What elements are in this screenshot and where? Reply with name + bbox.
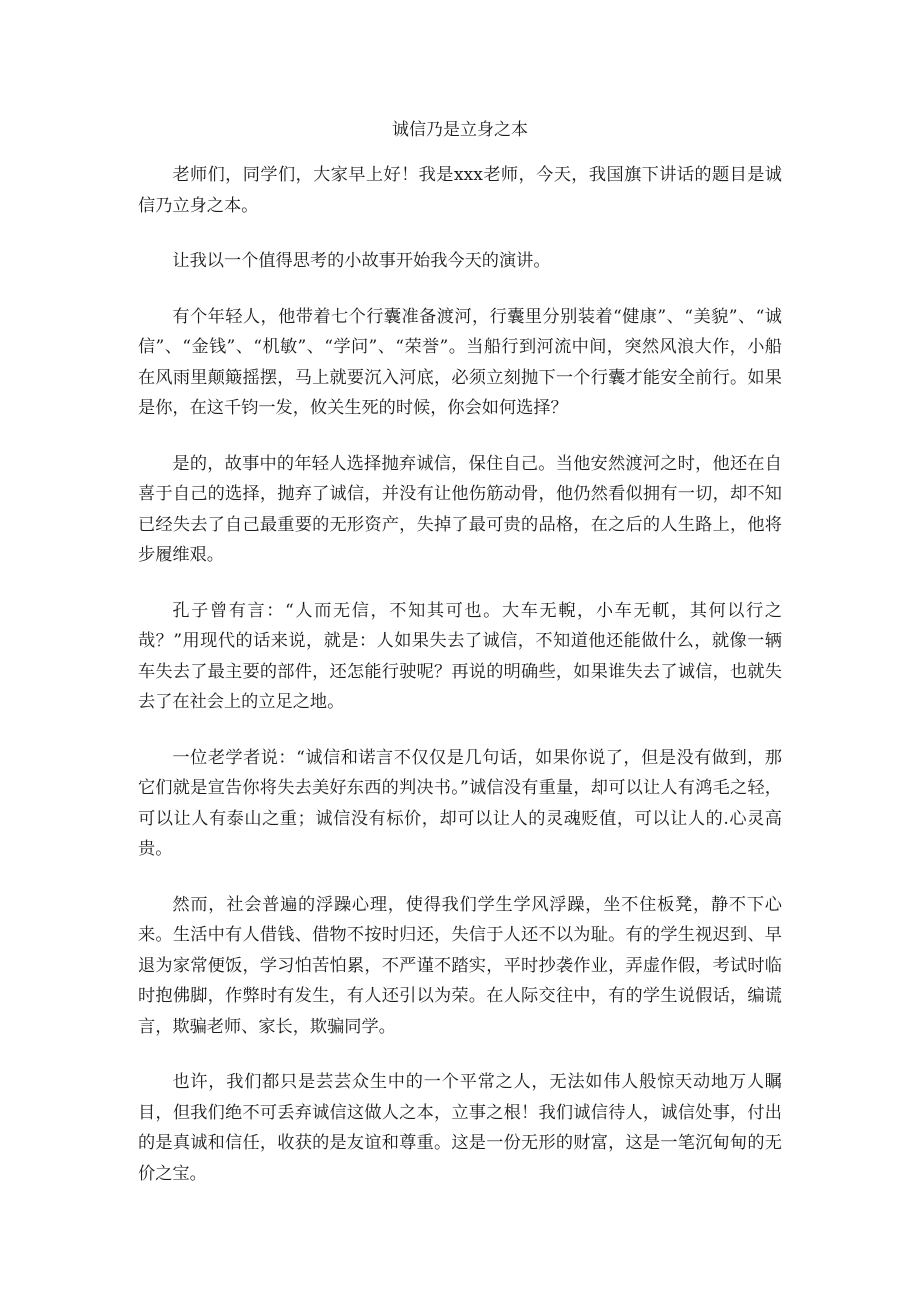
paragraph-social-issues: 然而，社会普遍的浮躁心理，使得我们学生学风浮躁，坐不住板凳，静不下心来。生活中有人借钱、借物不按时归还，失信于人还不以为耻。有的学生视迟到、早退为家常便饭，学习怕苦怕累，不严谨不踏实，平时抄袭作业，弄虚作假，考试时临时抱佛脚，作弊时有发生，有人还引以为荣。在人际交往中，有的学生说假话，编谎言，欺骗老师、家长，欺骗同学。 bbox=[138, 894, 782, 1037]
paragraph-conclusion: 也许，我们都只是芸芸众生中的一个平常之人，无法如伟人般惊天动地万人瞩目，但我们绝不可丢弃诚信这做人之本，立事之根！我们诚信待人，诚信处事，付出的是真诚和信任，收获的是友谊和尊重。这是一份无形的财富，这是一笔沉甸甸的无价之宝。 bbox=[138, 1072, 782, 1184]
paragraph-intro: 让我以一个值得思考的小故事开始我今天的演讲。 bbox=[172, 251, 551, 271]
paragraph-scholar-quote: 一位老学者说：“诚信和诺言不仅仅是几句话，如果你说了，但是没有做到，那它们就是宣告你将失去美好东西的判决书。”诚信没有重量，却可以让人有鸿毛之轻，可以让人有泰山之重；诚信没有标价，却可以让人的灵魂贬值，可以让人的.心灵高贵。 bbox=[138, 747, 782, 859]
document-title: 诚信乃是立身之本 bbox=[392, 120, 528, 140]
paragraph-greeting: 老师们，同学们，大家早上好！我是xxx老师，今天，我国旗下讲话的题目是诚信乃立身之本。 bbox=[138, 165, 782, 216]
paragraph-story-outcome: 是的，故事中的年轻人选择抛弃诚信，保住自己。当他安然渡河之时，他还在自喜于自己的选择，抛弃了诚信，并没有让他伤筋动骨，他仍然看似拥有一切，却不知已经失去了自己最重要的无形资产，失掉了最可贵的品格，在之后的人生路上，他将步履维艰。 bbox=[138, 453, 782, 565]
document-body bbox=[138, 160, 782, 1214]
paragraph-story: 有个年轻人，他带着七个行囊准备渡河，行囊里分别装着“健康”、“美貌”、“诚信”、“金钱”、“机敏”、“学问”、“荣誉”。当船行到河流中间，突然风浪大作，小船在风雨里颠簸摇摆，马上就要沉入河底，必须立刻抛下一个行囊才能安全前行。如果是你，在这千钧一发，攸关生死的时候，你会如何选择？ bbox=[138, 306, 782, 418]
paragraph-confucius-quote: 孔子曾有言：“人而无信，不知其可也。大车无輗，小车无軏，其何以行之哉？”用现代的话来说，就是：人如果失去了诚信，不知道他还能做什么，就像一辆车失去了最主要的部件，还怎能行驶呢？再说的明确些，如果谁失去了诚信，也就失去了在社会上的立足之地。 bbox=[138, 600, 782, 712]
